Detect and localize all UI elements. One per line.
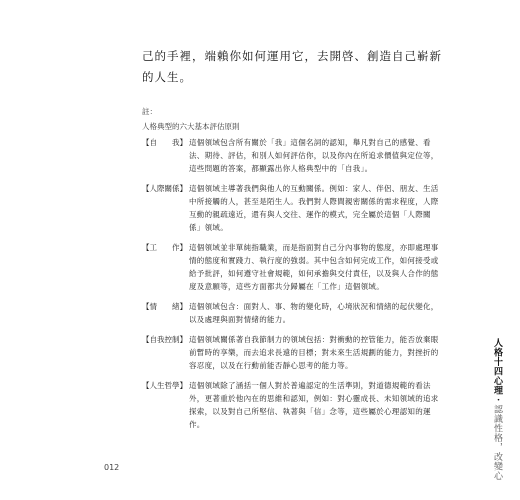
note-label: 註： (142, 107, 157, 116)
principle-row (142, 241, 442, 293)
principles-list (142, 136, 442, 438)
principle-row (142, 333, 442, 372)
principle-row (142, 136, 442, 175)
principle-label: 【工 作】 (142, 243, 187, 252)
principle-label: 【人際關係】 (142, 184, 187, 193)
principle-text: 這個領域關係著自我節制力的領域包括：對衝動的控管能力，能否放棄眼前暫時的享樂，而去追求長遠的目標；對未來生活規劃的能力，對挫折的容忍度，以及在行動前能否靜心思考的能力等。 (189, 335, 439, 370)
principle-text: 這個領域主導著我們與他人的互動關係。例如：家人、伴侶、朋友、生活中所接觸的人，甚至是陌生人。我們對人際間親密關係的需求程度，人際互動的親疏遠近，還有與人交往、運作的模式，完全屬於這個「人際關係」領域。 (189, 184, 439, 232)
principle-label: 【自 我】 (142, 138, 187, 147)
page-number: 012 (104, 463, 120, 472)
principle-text: 這個領域並非單純指職業，而是指面對自己分內事物的態度，亦即處理事情的態度和實踐力、執行度的強弱。其中包含如何完成工作，如何接受或給予批評，如何遵守社會規範，如何承擔與交付責任，以及與人合作的態度及意願等，這些方面都共分歸屬在「工作」這個領域。 (189, 243, 439, 291)
intro-paragraph: 己的手裡，端賴你如何運用它，去開啓、創造自己嶄新的人生。 (142, 49, 442, 84)
principle-label: 【自我控制】 (142, 335, 187, 344)
note-title: 人格典型的六大基本評估原則 (142, 122, 240, 131)
book-subtitle: 認識性格，改變心 (492, 404, 502, 481)
principle-text: 這個領域除了涵括一個人對於普遍認定的生活準則，對道德規範的看法外，更著重於他內在的思維和認知，例如：對心靈成長、未知領域的追求探索，以及對自己所堅信、執著與「信」念等，這些屬於心理認知的運作。 (189, 381, 439, 429)
principle-label: 【情 緒】 (142, 302, 187, 311)
principle-label: 【人生哲學】 (142, 381, 187, 390)
principle-row (142, 300, 442, 326)
principle-row (142, 379, 442, 431)
principle-text: 這個領域包含所有關於「我」這個名詞的認知，舉凡對自己的感覺、看法、期待、評估，和別人如何評估你，以及你內在所追求價值與定位等，這些問題的答案，都顯露出你人格典型中的「自我」。 (189, 138, 439, 173)
principle-text: 這個領域包含：面對人、事、物的變化時，心境狀況和情緒的起伏變化，以及處理與面對情緒的能力。 (189, 302, 439, 324)
book-series-title: 人格十四心理 (492, 338, 502, 395)
principle-row (142, 182, 442, 234)
running-book-title: 人格十四心理・認識性格，改變心 (492, 338, 502, 481)
